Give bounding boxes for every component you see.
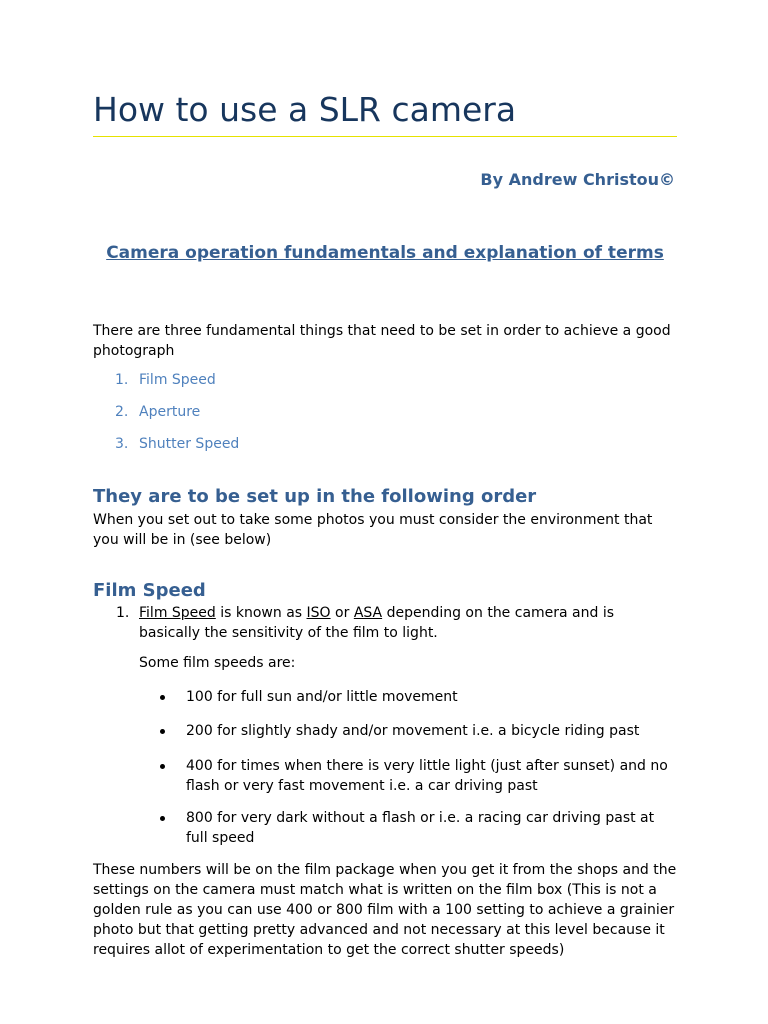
speed-bullet (160, 687, 680, 707)
closing-paragraph: These numbers will be on the film package when you get it from the shops and the settings on the camera must match what is written on the film box (This is not a golden rule as you can use 400 or 800 film with a 100 setting to achieve a grainier photo but that getting pretty advanced and not necessary at this level because it requires allot of experimentation to get the correct shutter speeds) (93, 862, 677, 958)
bullet-dot (160, 729, 165, 734)
speed-text: 400 for times when there is very little light (just after sunset) and no flash or very fast movement i.e. a car driving past (186, 758, 668, 794)
list-item-label: Film Speed (139, 372, 216, 388)
definition-text: depending on the camera and is basically the sensitivity of the film to light. (139, 605, 615, 641)
list-item-label: Shutter Speed (139, 436, 240, 452)
film-speed-list-item (93, 603, 677, 643)
speed-text: 200 for slightly shady and/or movement i.e. a bicycle riding past (186, 723, 640, 739)
asa-term: ASA (353, 605, 383, 621)
speed-text: 100 for full sun and/or little movement (186, 689, 458, 705)
list-number: 2. (115, 404, 129, 420)
speed-text: 800 for very dark without a flash or i.e. a racing car driving past at full speed (186, 810, 655, 846)
intro-paragraph: There are three fundamental things that need to be set in order to achieve a good photograph (93, 323, 671, 359)
list-number: 1. (115, 372, 129, 388)
order-heading: They are to be set up in the following order (93, 486, 537, 507)
film-speed-term: Film Speed (139, 605, 216, 621)
film-speed-heading: Film Speed (93, 580, 206, 601)
iso-term: ISO (306, 605, 331, 621)
definition-text: or (330, 605, 354, 621)
list-item-label: Aperture (139, 404, 201, 420)
bullet-dot (160, 695, 165, 700)
bullet-dot (160, 816, 165, 821)
film-speed-definition (139, 603, 679, 643)
list-number: 3. (115, 436, 129, 452)
speed-bullet (160, 721, 680, 741)
list-number: 1. (116, 605, 130, 621)
definition-text: is known as (215, 605, 307, 621)
bullet-dot (160, 764, 165, 769)
title-divider (93, 136, 677, 137)
fundamental-item-film-speed (115, 372, 216, 388)
section-heading: Camera operation fundamentals and explanation of terms (106, 243, 664, 263)
order-paragraph: When you set out to take some photos you must consider the environment that you will be in (see below) (93, 512, 653, 548)
fundamental-item-aperture (115, 404, 200, 420)
author-line: By Andrew Christou© (480, 170, 675, 189)
fundamental-item-shutter-speed (115, 436, 239, 452)
speeds-label: Some film speeds are: (139, 655, 296, 671)
speed-bullet (160, 808, 680, 848)
speed-bullet (160, 756, 680, 796)
document-title: How to use a SLR camera (93, 90, 517, 129)
